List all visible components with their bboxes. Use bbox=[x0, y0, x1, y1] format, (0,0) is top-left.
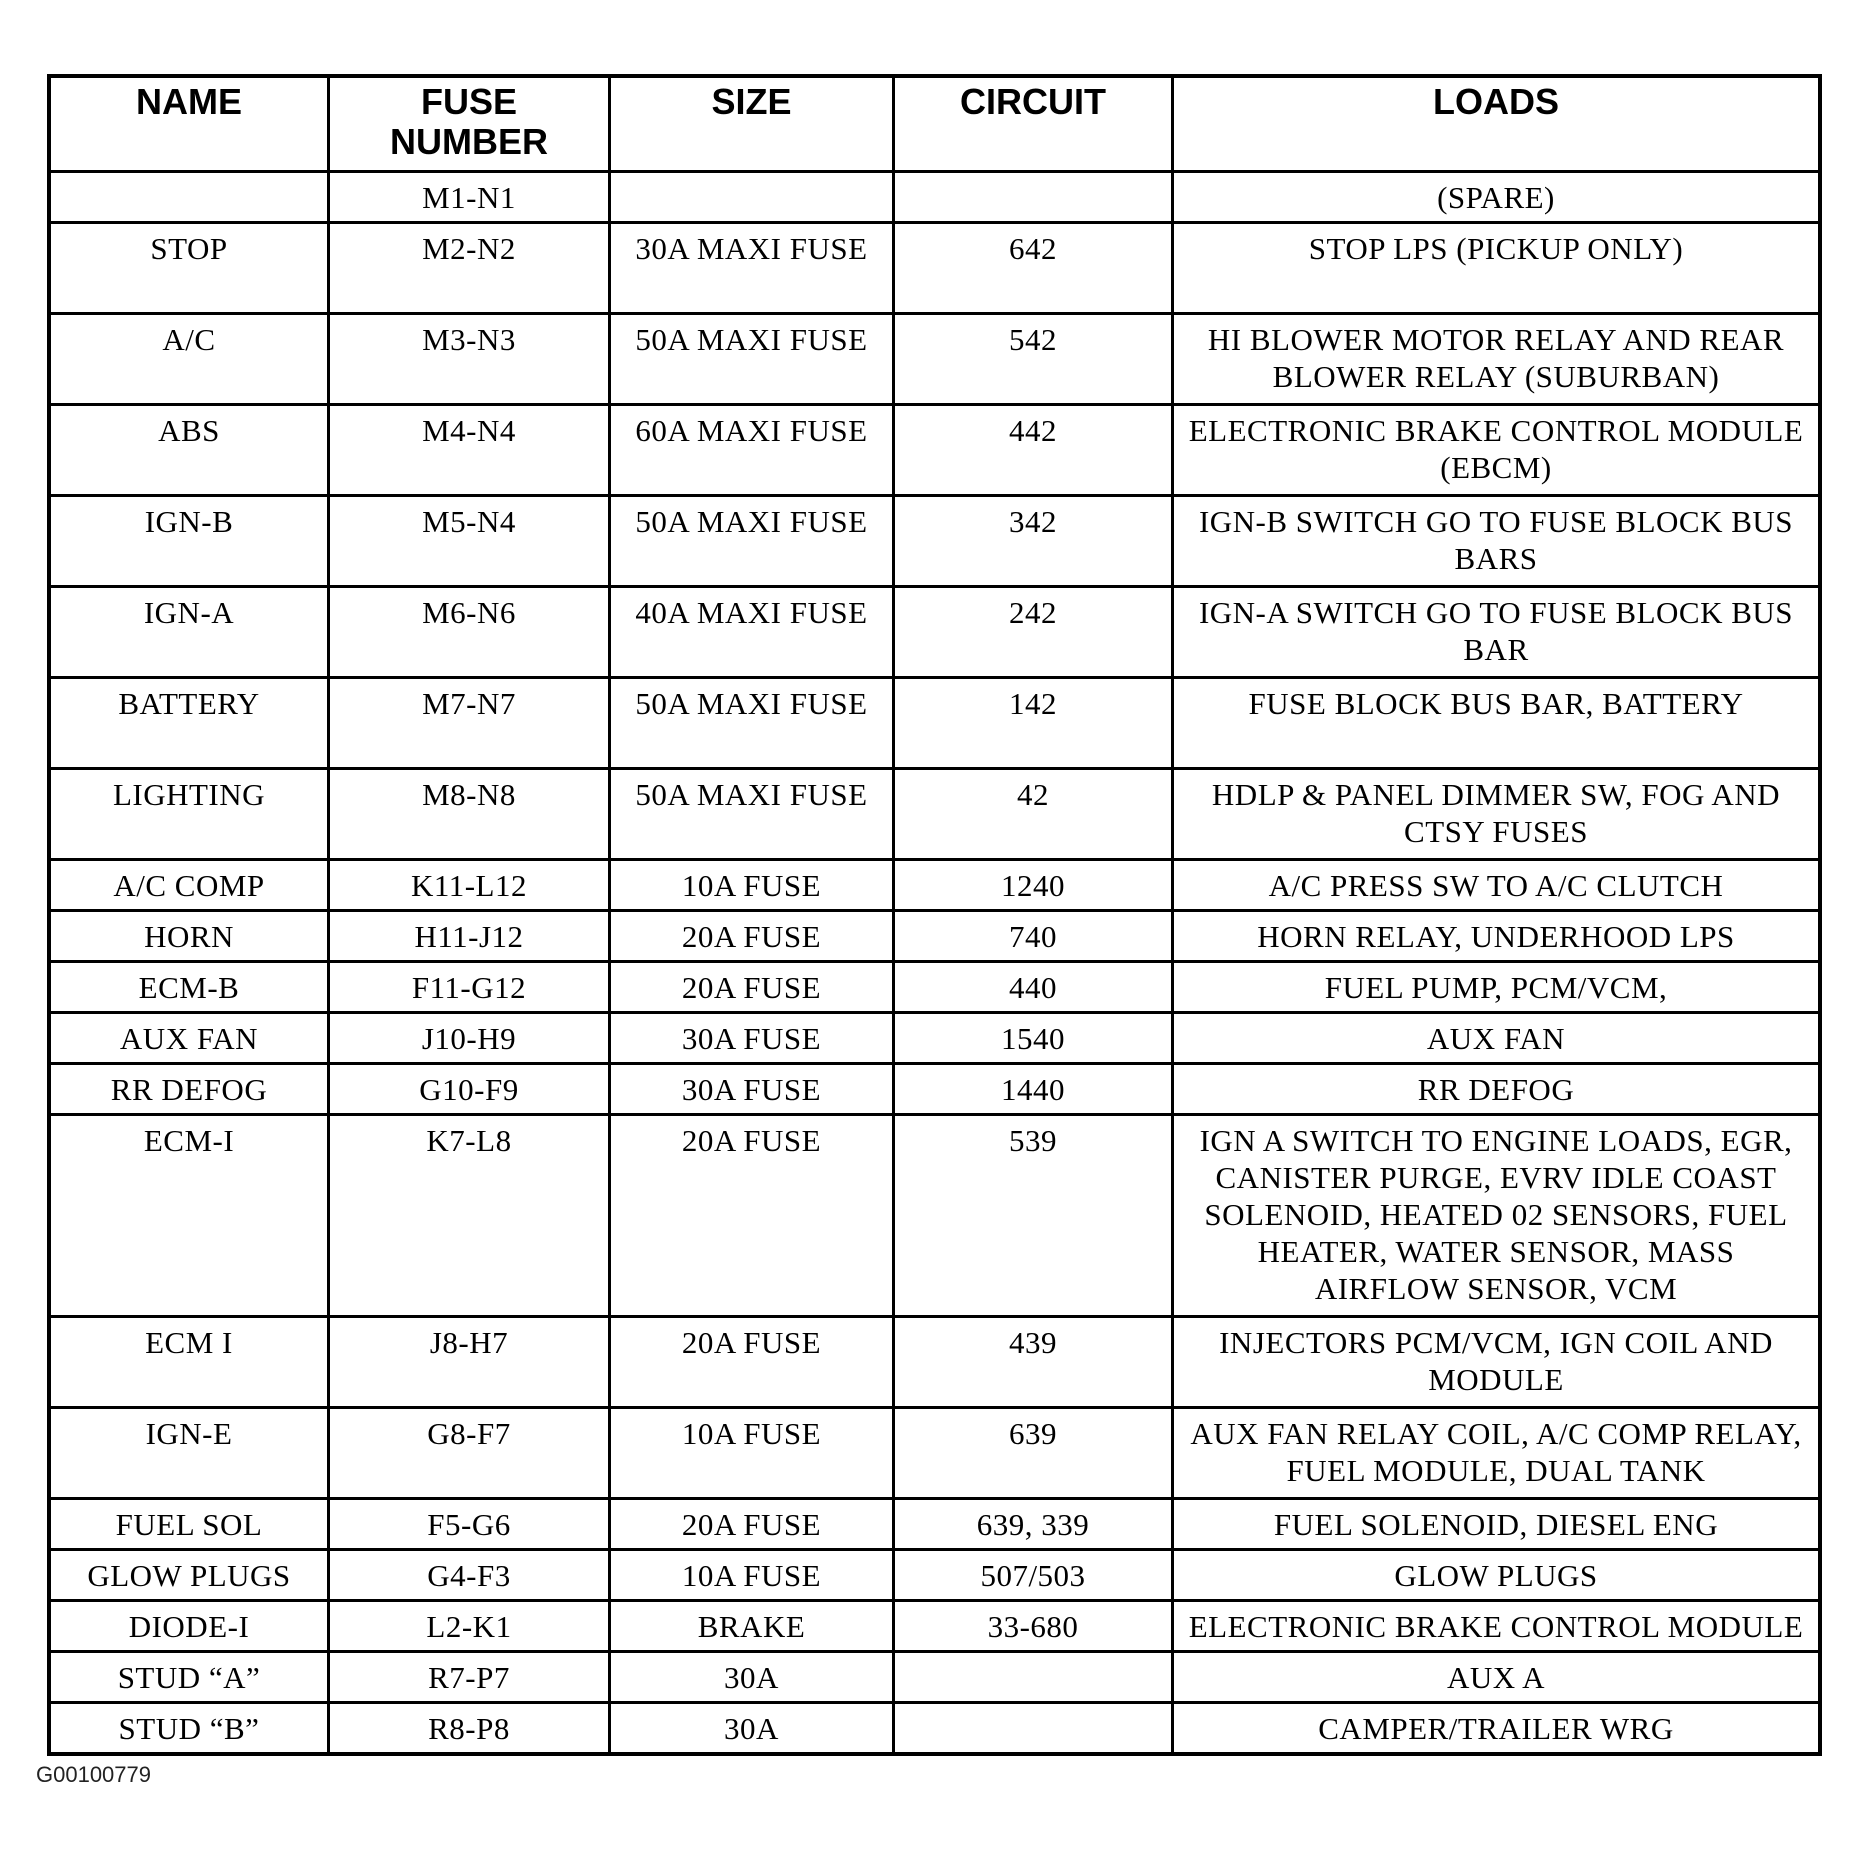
header-loads: LOADS bbox=[1173, 76, 1821, 172]
cell-loads: RR DEFOG bbox=[1173, 1064, 1821, 1115]
cell-circuit: 740 bbox=[894, 911, 1173, 962]
cell-loads: STOP LPS (PICKUP ONLY) bbox=[1173, 223, 1821, 314]
header-size: SIZE bbox=[610, 76, 894, 172]
cell-circuit: 440 bbox=[894, 962, 1173, 1013]
table-row bbox=[49, 1550, 1820, 1601]
cell-name: STUD “B” bbox=[49, 1703, 329, 1755]
cell-circuit: 1540 bbox=[894, 1013, 1173, 1064]
cell-size: 30A FUSE bbox=[610, 1064, 894, 1115]
cell-name: IGN-E bbox=[49, 1408, 329, 1499]
cell-size: 60A MAXI FUSE bbox=[610, 405, 894, 496]
cell-loads: FUSE BLOCK BUS BAR, BATTERY bbox=[1173, 678, 1821, 769]
table-row bbox=[49, 1652, 1820, 1703]
cell-size: 20A FUSE bbox=[610, 1499, 894, 1550]
cell-circuit: 542 bbox=[894, 314, 1173, 405]
cell-fuse-number: G10-F9 bbox=[329, 1064, 610, 1115]
table-row bbox=[49, 496, 1820, 587]
cell-fuse-number: J8-H7 bbox=[329, 1317, 610, 1408]
cell-circuit: 639, 339 bbox=[894, 1499, 1173, 1550]
header-name: NAME bbox=[49, 76, 329, 172]
cell-name: RR DEFOG bbox=[49, 1064, 329, 1115]
cell-fuse-number: M3-N3 bbox=[329, 314, 610, 405]
table-row bbox=[49, 405, 1820, 496]
cell-fuse-number: J10-H9 bbox=[329, 1013, 610, 1064]
cell-name: ABS bbox=[49, 405, 329, 496]
cell-size: 10A FUSE bbox=[610, 1408, 894, 1499]
cell-loads: HDLP & PANEL DIMMER SW, FOG AND CTSY FUSES bbox=[1173, 769, 1821, 860]
cell-circuit bbox=[894, 1703, 1173, 1755]
cell-circuit: 507/503 bbox=[894, 1550, 1173, 1601]
cell-size: 30A bbox=[610, 1703, 894, 1755]
cell-name: FUEL SOL bbox=[49, 1499, 329, 1550]
cell-size: 40A MAXI FUSE bbox=[610, 587, 894, 678]
cell-circuit bbox=[894, 172, 1173, 223]
cell-name: A/C bbox=[49, 314, 329, 405]
cell-size: 10A FUSE bbox=[610, 860, 894, 911]
table-row bbox=[49, 962, 1820, 1013]
cell-loads: A/C PRESS SW TO A/C CLUTCH bbox=[1173, 860, 1821, 911]
cell-size: 50A MAXI FUSE bbox=[610, 314, 894, 405]
cell-fuse-number: M7-N7 bbox=[329, 678, 610, 769]
cell-size: BRAKE bbox=[610, 1601, 894, 1652]
cell-loads: IGN A SWITCH TO ENGINE LOADS, EGR, CANISTER PURGE, EVRV IDLE COAST SOLENOID, HEATED 02 SENSORS, FUEL HEATER, WATER SENSOR, MASS AIRFLOW SENSOR, VCM bbox=[1173, 1115, 1821, 1317]
cell-circuit: 1440 bbox=[894, 1064, 1173, 1115]
cell-loads: ELECTRONIC BRAKE CONTROL MODULE bbox=[1173, 1601, 1821, 1652]
cell-name: LIGHTING bbox=[49, 769, 329, 860]
table-row bbox=[49, 1499, 1820, 1550]
table-row bbox=[49, 769, 1820, 860]
cell-circuit bbox=[894, 1652, 1173, 1703]
cell-size: 20A FUSE bbox=[610, 911, 894, 962]
cell-fuse-number: M4-N4 bbox=[329, 405, 610, 496]
cell-name: A/C COMP bbox=[49, 860, 329, 911]
cell-circuit: 442 bbox=[894, 405, 1173, 496]
figure-id: G00100779 bbox=[36, 1762, 151, 1787]
cell-size: 50A MAXI FUSE bbox=[610, 678, 894, 769]
cell-size: 20A FUSE bbox=[610, 1115, 894, 1317]
header-fuse-number-text: FUSE NUMBER bbox=[390, 81, 548, 162]
table-row bbox=[49, 1408, 1820, 1499]
cell-size: 30A MAXI FUSE bbox=[610, 223, 894, 314]
cell-loads: FUEL PUMP, PCM/VCM, bbox=[1173, 962, 1821, 1013]
cell-fuse-number: L2-K1 bbox=[329, 1601, 610, 1652]
cell-loads: (SPARE) bbox=[1173, 172, 1821, 223]
cell-circuit: 242 bbox=[894, 587, 1173, 678]
cell-name: STUD “A” bbox=[49, 1652, 329, 1703]
cell-size: 20A FUSE bbox=[610, 962, 894, 1013]
table-row bbox=[49, 1317, 1820, 1408]
cell-fuse-number: K11-L12 bbox=[329, 860, 610, 911]
table-header-row bbox=[49, 76, 1820, 172]
cell-fuse-number: G8-F7 bbox=[329, 1408, 610, 1499]
cell-loads: ELECTRONIC BRAKE CONTROL MODULE (EBCM) bbox=[1173, 405, 1821, 496]
cell-size: 20A FUSE bbox=[610, 1317, 894, 1408]
table-row bbox=[49, 223, 1820, 314]
cell-fuse-number: F5-G6 bbox=[329, 1499, 610, 1550]
cell-circuit: 33-680 bbox=[894, 1601, 1173, 1652]
cell-loads: INJECTORS PCM/VCM, IGN COIL AND MODULE bbox=[1173, 1317, 1821, 1408]
cell-size: 10A FUSE bbox=[610, 1550, 894, 1601]
cell-name: ECM-B bbox=[49, 962, 329, 1013]
header-circuit: CIRCUIT bbox=[894, 76, 1173, 172]
cell-fuse-number: M6-N6 bbox=[329, 587, 610, 678]
cell-fuse-number: G4-F3 bbox=[329, 1550, 610, 1601]
table-row bbox=[49, 1601, 1820, 1652]
header-fuse-number bbox=[329, 76, 610, 172]
table-body bbox=[49, 172, 1820, 1755]
cell-loads: FUEL SOLENOID, DIESEL ENG bbox=[1173, 1499, 1821, 1550]
table-row bbox=[49, 860, 1820, 911]
cell-name: STOP bbox=[49, 223, 329, 314]
table-row bbox=[49, 1115, 1820, 1317]
cell-name: ECM-I bbox=[49, 1115, 329, 1317]
cell-fuse-number: M5-N4 bbox=[329, 496, 610, 587]
cell-loads: AUX FAN RELAY COIL, A/C COMP RELAY, FUEL MODULE, DUAL TANK bbox=[1173, 1408, 1821, 1499]
cell-size: 50A MAXI FUSE bbox=[610, 496, 894, 587]
cell-loads: CAMPER/TRAILER WRG bbox=[1173, 1703, 1821, 1755]
cell-circuit: 142 bbox=[894, 678, 1173, 769]
cell-fuse-number: M8-N8 bbox=[329, 769, 610, 860]
cell-name: GLOW PLUGS bbox=[49, 1550, 329, 1601]
table-row bbox=[49, 678, 1820, 769]
cell-name bbox=[49, 172, 329, 223]
cell-loads: GLOW PLUGS bbox=[1173, 1550, 1821, 1601]
table-row bbox=[49, 911, 1820, 962]
cell-circuit: 539 bbox=[894, 1115, 1173, 1317]
cell-name: IGN-A bbox=[49, 587, 329, 678]
cell-name: BATTERY bbox=[49, 678, 329, 769]
cell-circuit: 1240 bbox=[894, 860, 1173, 911]
cell-loads: AUX A bbox=[1173, 1652, 1821, 1703]
cell-fuse-number: K7-L8 bbox=[329, 1115, 610, 1317]
table-row bbox=[49, 1064, 1820, 1115]
cell-fuse-number: H11-J12 bbox=[329, 911, 610, 962]
table-row bbox=[49, 587, 1820, 678]
cell-name: HORN bbox=[49, 911, 329, 962]
cell-circuit: 642 bbox=[894, 223, 1173, 314]
cell-name: ECM I bbox=[49, 1317, 329, 1408]
cell-loads: IGN-A SWITCH GO TO FUSE BLOCK BUS BAR bbox=[1173, 587, 1821, 678]
cell-size: 30A bbox=[610, 1652, 894, 1703]
fuse-table bbox=[47, 74, 1822, 1756]
cell-circuit: 42 bbox=[894, 769, 1173, 860]
table-row bbox=[49, 1013, 1820, 1064]
cell-size: 50A MAXI FUSE bbox=[610, 769, 894, 860]
cell-name: DIODE-I bbox=[49, 1601, 329, 1652]
cell-loads: HI BLOWER MOTOR RELAY AND REAR BLOWER RELAY (SUBURBAN) bbox=[1173, 314, 1821, 405]
table-row bbox=[49, 1703, 1820, 1755]
cell-circuit: 342 bbox=[894, 496, 1173, 587]
cell-loads: HORN RELAY, UNDERHOOD LPS bbox=[1173, 911, 1821, 962]
cell-size: 30A FUSE bbox=[610, 1013, 894, 1064]
cell-fuse-number: M2-N2 bbox=[329, 223, 610, 314]
cell-fuse-number: F11-G12 bbox=[329, 962, 610, 1013]
cell-circuit: 639 bbox=[894, 1408, 1173, 1499]
cell-fuse-number: R7-P7 bbox=[329, 1652, 610, 1703]
cell-fuse-number: M1-N1 bbox=[329, 172, 610, 223]
cell-circuit: 439 bbox=[894, 1317, 1173, 1408]
cell-loads: AUX FAN bbox=[1173, 1013, 1821, 1064]
cell-name: IGN-B bbox=[49, 496, 329, 587]
cell-name: AUX FAN bbox=[49, 1013, 329, 1064]
cell-loads: IGN-B SWITCH GO TO FUSE BLOCK BUS BARS bbox=[1173, 496, 1821, 587]
table-row bbox=[49, 172, 1820, 223]
cell-fuse-number: R8-P8 bbox=[329, 1703, 610, 1755]
table-row bbox=[49, 314, 1820, 405]
cell-size bbox=[610, 172, 894, 223]
